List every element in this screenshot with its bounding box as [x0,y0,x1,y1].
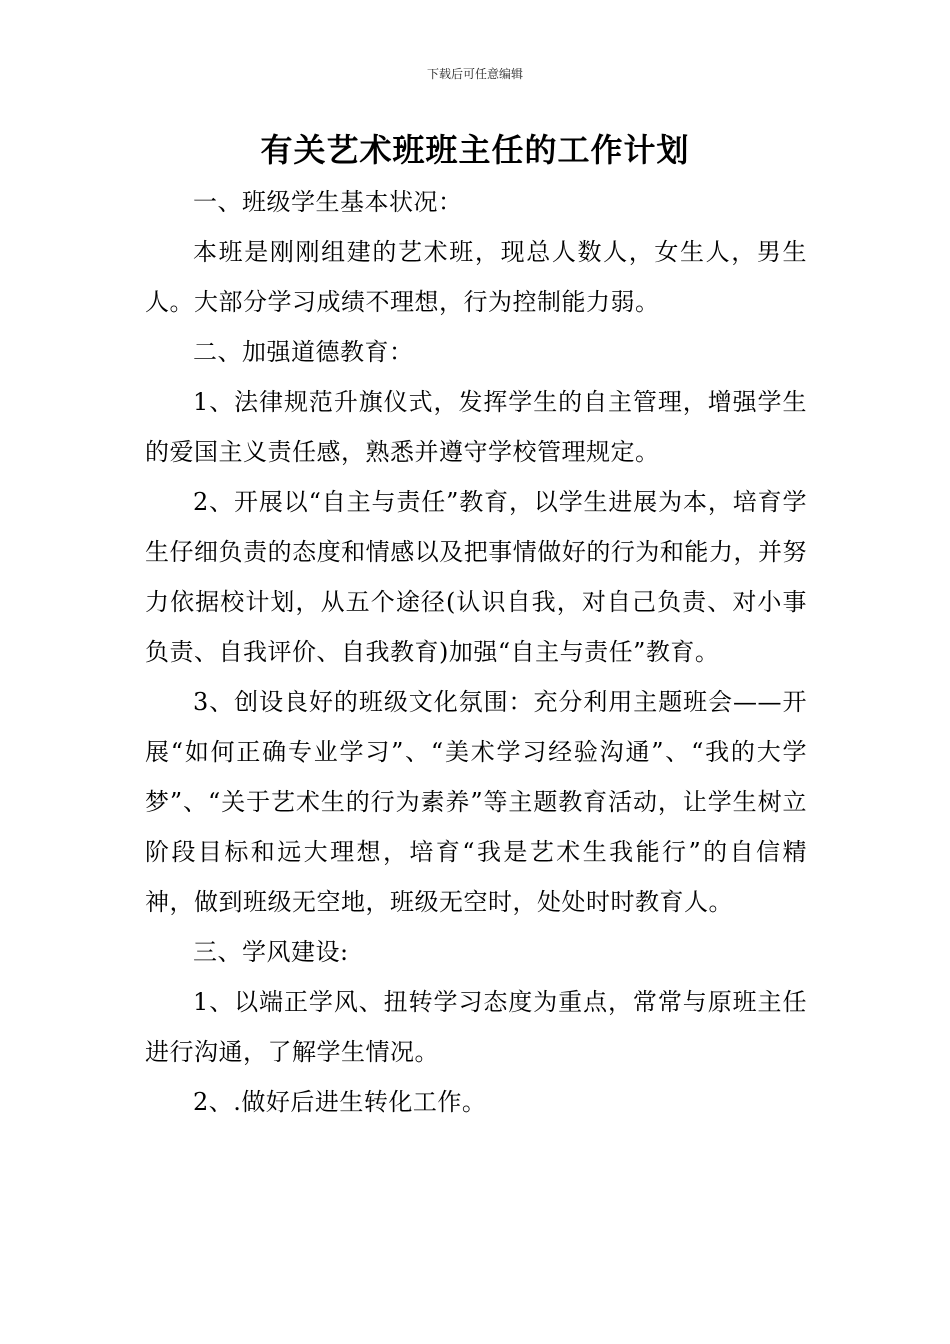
paragraph-item-flag-ceremony: 1、法律规范升旗仪式，发挥学生的自主管理，增强学生的爱国主义责任感，熟悉并遵守学校管理规定。 [145,388,807,466]
section-heading-3: 三、学风建设: [193,938,349,966]
document-body [145,177,807,1127]
document-title: 有关艺术班班主任的工作计划 [260,131,690,169]
paragraph-class-status: 本班是刚刚组建的艺术班，现总人数人，女生人，男生人。大部分学习成绩不理想，行为控制能力弱。 [145,238,807,316]
paragraph-item-class-culture: 3、创设良好的班级文化氛围：充分利用主题班会——开展“如何正确专业学习”、“美术学习经验沟通”、“我的大学梦”、“关于艺术生的行为素养”等主题教育活动，让学生树立阶段目标和远大理想，培育“我是艺术生我能行”的自信精神，做到班级无空地，班级无空时，处处时时教育人。 [145,688,807,916]
section-heading-1: 一、班级学生基本状况： [193,188,463,216]
paragraph-item-responsibility: 2、开展以“自主与责任”教育，以学生进展为本，培育学生仔细负责的态度和情感以及把事情做好的行为和能力，并努力依据校计划，从五个途径(认识自我，对自己负责、对小事负责、自我评价、自我教育)加强“自主与责任”教育。 [145,488,807,666]
paragraph-item-underachievers: 2、.做好后进生转化工作。 [193,1088,487,1116]
header-note: 下载后可任意编辑 [426,67,523,81]
section-heading-2: 二、加强道德教育： [193,338,414,366]
paragraph-item-study-attitude: 1、以端正学风、扭转学习态度为重点，常常与原班主任进行沟通，了解学生情况。 [145,988,807,1066]
